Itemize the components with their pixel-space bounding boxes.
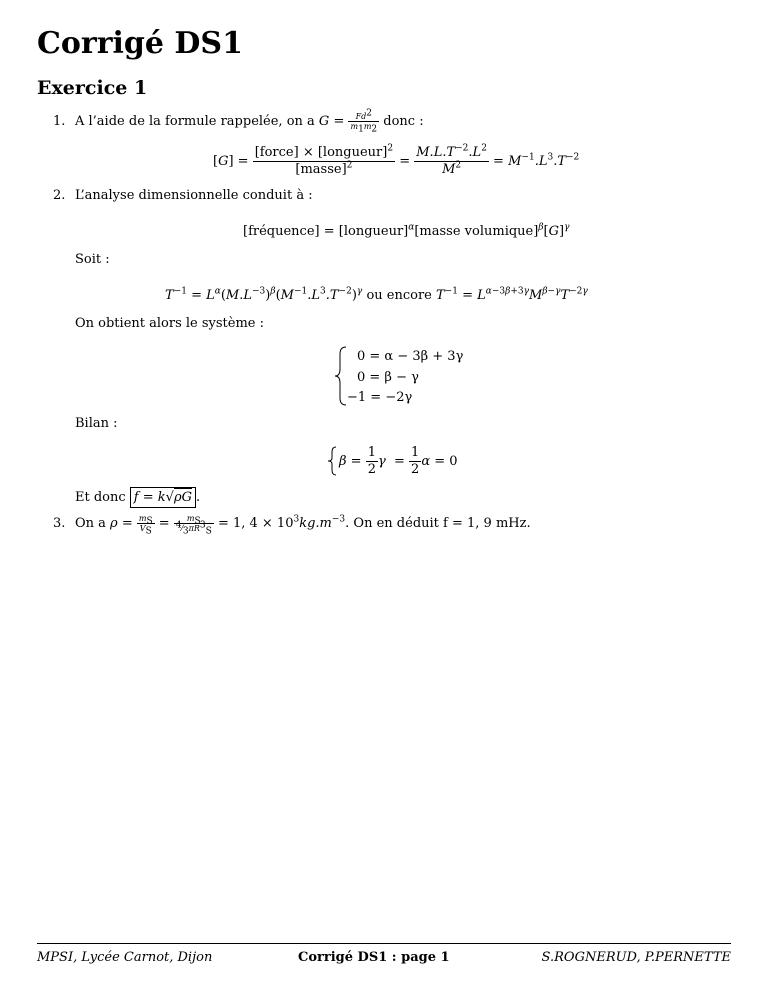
equation-frequency-dimension: [fréquence] = [longueur]$^\alpha$[masse $volumique]^\beta[G]^\gamma$: [243, 222, 570, 239]
system-brace: [334, 346, 348, 406]
boxed-result: f = k√ρG: [130, 487, 196, 508]
systeme-label: On obtient alors le système :: [75, 316, 264, 331]
footer-left: MPSI, Lycée Carnot, Dijon: [37, 950, 213, 965]
item-1-line: A l’aide de la formule rappelée, on a G = $\frac{Fd^2}{m_1m_2}$ donc :: [75, 108, 424, 135]
rho-fraction-2: $\frac{m_S}{^4⁄_3\pi R^3_S}$: [175, 514, 212, 537]
half-fraction-1: $\frac{1}{2}$: [367, 445, 376, 477]
dimension-fraction-1: $\frac{[force] \times [longueur]^2}{[masse]^2}$: [254, 143, 394, 177]
section-heading: Exercice 1: [37, 77, 148, 99]
item-2-intro: L’analyse dimensionnelle conduit à :: [75, 188, 313, 203]
item-3-text-mid: . On en déduit: [345, 516, 444, 531]
bilan-brace: [327, 446, 337, 476]
half-fraction-2: $\frac{1}{2}$: [411, 445, 420, 477]
item-1-text-before: A l’aide de la formule rappelée, on a: [75, 114, 319, 129]
item-1-text-after: donc :: [379, 114, 424, 129]
bilan-result: β = $\frac{1}{2}$ γ = $\frac{1}{2}$ α = 0: [339, 445, 458, 477]
equation-g-dimension: [G] = $\frac{[force] \times [longueur]^2}{[masse]^2}$ = $\frac{M.L.T^{-2}.L^2}{M^2}$ = $M^{-1}.L^3.T^{-2}$: [213, 143, 580, 177]
item-3-result: f = 1, 9 mHz.: [443, 516, 531, 531]
soit-label: Soit :: [75, 252, 110, 267]
page-title: Corrigé DS1: [37, 26, 243, 61]
system-eq-2: 0 = β − γ: [357, 370, 419, 385]
equation-exponents: $T^{-1} = L^\alpha(M.L^{-3})^\beta(M^{-1}.L^3.T^{-2})^\gamma$ ou encore $T^{-1} = L^{\alpha-3\beta+3\gamma}M^{\beta-\gamma}T^{-2\gamma}$: [165, 286, 588, 303]
footer-right: S.ROGNERUD, P.PERNETTE: [541, 950, 731, 965]
footer-center: Corrigé DS1 : page 1: [298, 950, 450, 965]
g-formula-fraction: $\frac{Fd^2}{m_1m_2}$: [350, 108, 378, 135]
item-number-1: 1.: [53, 114, 66, 129]
bilan-label: Bilan :: [75, 416, 118, 431]
item-3-line: On a ρ = $\frac{m_S}{V_S}$ = $\frac{m_S}{^4⁄_3\pi R^3_S}$ = 1, $4 \times 10^3kg.m^{-3}$. On en déduit f = 1, 9 mHz.: [75, 514, 531, 537]
item-number-2: 2.: [53, 188, 66, 203]
ou-encore-label: ou encore: [366, 288, 432, 303]
et-donc-label: Et donc: [75, 490, 126, 505]
item-number-3: 3.: [53, 516, 66, 531]
footer-rule: [37, 943, 731, 944]
dimension-fraction-2: $\frac{M.L.T^{-2}.L^2}{M^2}$: [416, 143, 487, 177]
item-3-text-start: On a: [75, 516, 111, 531]
system-eq-1: 0 = α − 3β + 3γ: [357, 349, 464, 364]
system-eq-3: −1 = −2γ: [347, 390, 413, 405]
et-donc-line: Et donc f = k√ρG .: [75, 490, 200, 506]
rho-fraction-1: $\frac{m_S}{V_S}$: [138, 514, 153, 537]
